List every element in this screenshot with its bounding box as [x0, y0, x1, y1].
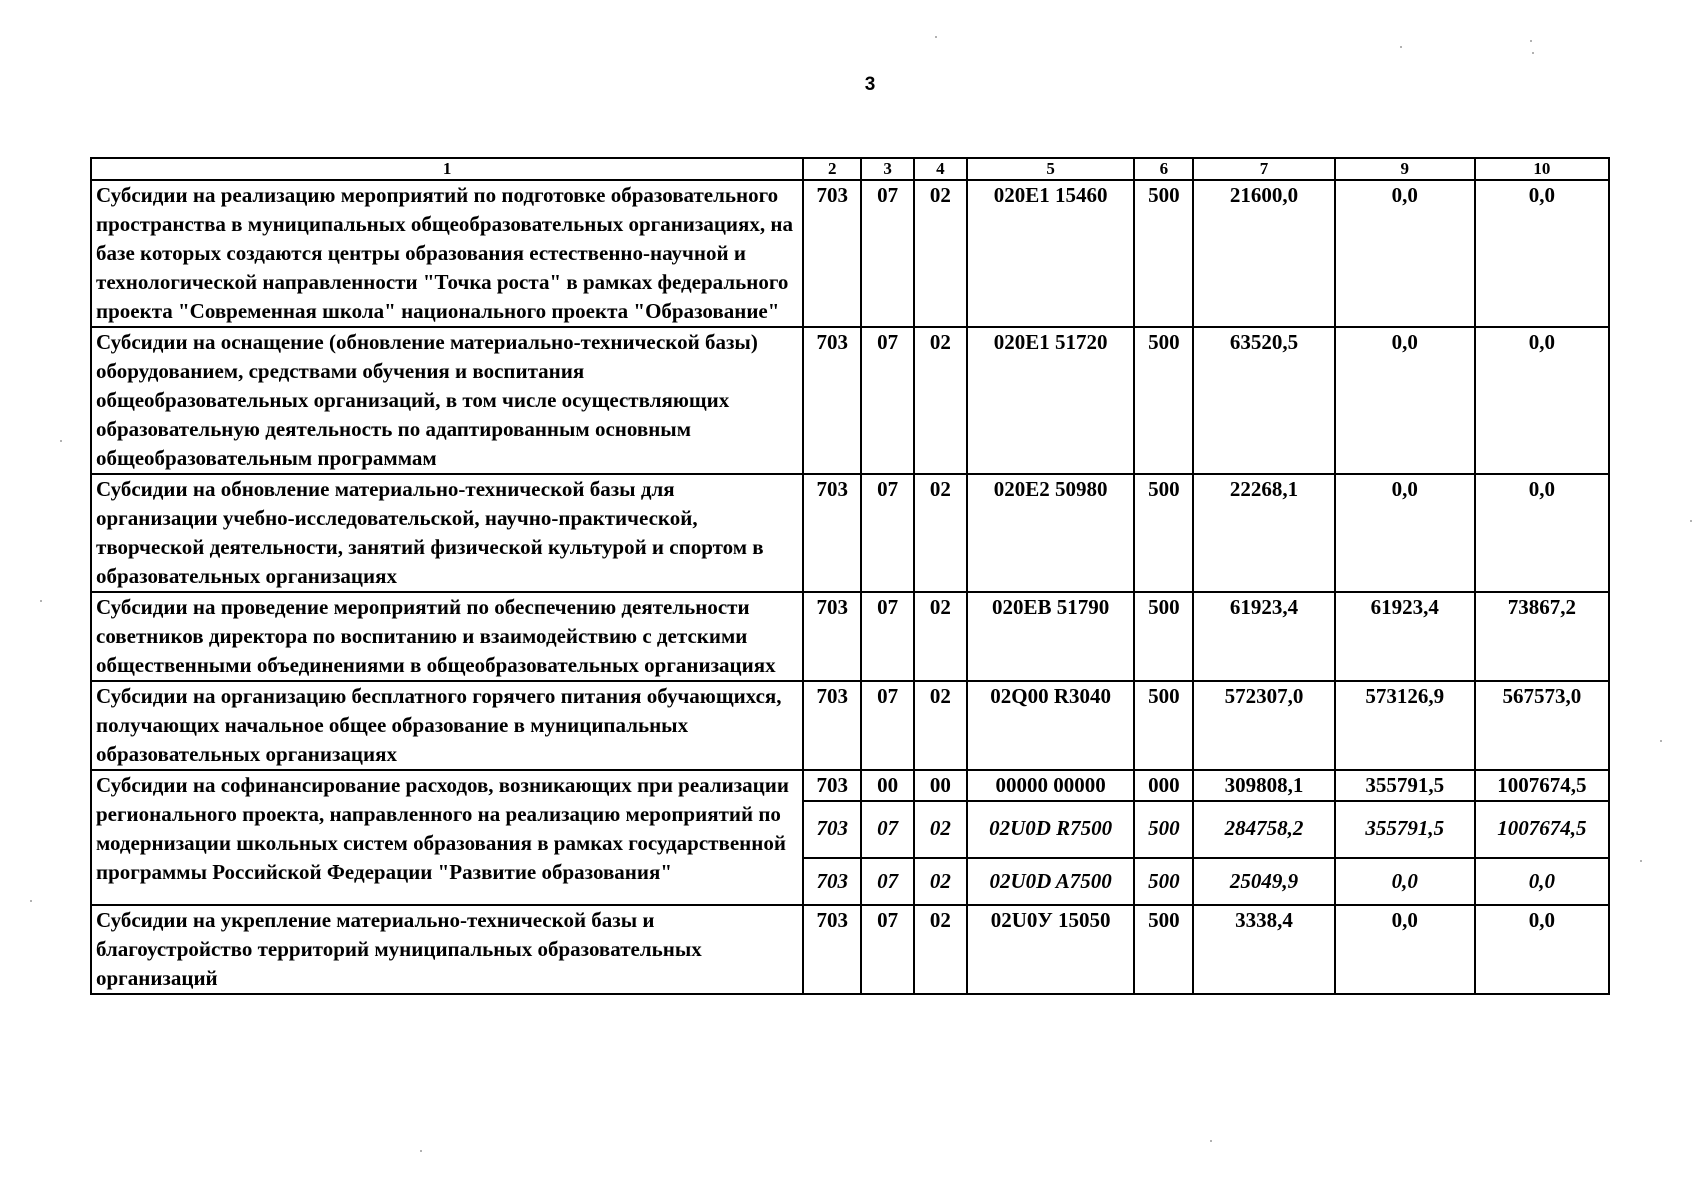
cell-value: 703: [803, 770, 861, 801]
table-row: [91, 474, 1609, 592]
table-header-row: [91, 158, 1609, 180]
cell-value: 703: [803, 327, 861, 474]
cell-value: 500: [1134, 858, 1193, 905]
cell-value: 02: [914, 180, 967, 327]
cell-value: 0,0: [1475, 327, 1609, 474]
cell-value: 500: [1134, 474, 1193, 592]
cell-value: 00000 00000: [967, 770, 1135, 801]
cell-value: 02: [914, 681, 967, 770]
cell-value: 500: [1134, 905, 1193, 994]
cell-value: 73867,2: [1475, 592, 1609, 681]
table-row: [91, 327, 1609, 474]
cell-value: 0,0: [1335, 474, 1475, 592]
cell-value: 00: [861, 770, 914, 801]
cell-value: 02: [914, 327, 967, 474]
cell-value: 703: [803, 180, 861, 327]
column-header: 3: [861, 158, 914, 180]
column-header: 10: [1475, 158, 1609, 180]
cell-value: 500: [1134, 180, 1193, 327]
cell-value: 703: [803, 801, 861, 858]
column-header: 4: [914, 158, 967, 180]
cell-value: 567573,0: [1475, 681, 1609, 770]
cell-value: 07: [861, 858, 914, 905]
column-header: 5: [967, 158, 1135, 180]
cell-value: 500: [1134, 681, 1193, 770]
cell-value: 020E1 51720: [967, 327, 1135, 474]
cell-value: 21600,0: [1193, 180, 1334, 327]
cell-value: 0,0: [1475, 474, 1609, 592]
budget-table: [90, 157, 1610, 995]
cell-value: 0,0: [1335, 858, 1475, 905]
cell-value: 0,0: [1335, 905, 1475, 994]
cell-value: 02U0D A7500: [967, 858, 1135, 905]
cell-value: 25049,9: [1193, 858, 1334, 905]
cell-value: 02: [914, 905, 967, 994]
cell-value: 02: [914, 592, 967, 681]
cell-value: 573126,9: [1335, 681, 1475, 770]
cell-value: 703: [803, 681, 861, 770]
cell-value: 02U0У 15050: [967, 905, 1135, 994]
row-description: Субсидии на софинансирование расходов, возникающих при реализации регионального проекта, направленного на реализацию мероприятий по модернизации школьных систем образования в рамках государственной программы Российской Федерации "Развитие образования": [91, 770, 803, 905]
cell-value: 61923,4: [1335, 592, 1475, 681]
cell-value: 355791,5: [1335, 770, 1475, 801]
row-description: Субсидии на реализацию мероприятий по подготовке образовательного пространства в муниципальных общеобразовательных организациях, на базе которых создаются центры образования естественно-научной и технологической направленности "Точка роста" в рамках федерального проекта "Современная школа" национального проекта "Образование": [91, 180, 803, 327]
cell-value: 020E1 15460: [967, 180, 1135, 327]
cell-value: 07: [861, 592, 914, 681]
table-row: [91, 770, 1609, 801]
column-header: 1: [91, 158, 803, 180]
cell-value: 500: [1134, 801, 1193, 858]
cell-value: 500: [1134, 592, 1193, 681]
cell-value: 020EB 51790: [967, 592, 1135, 681]
table-row: [91, 180, 1609, 327]
cell-value: 07: [861, 474, 914, 592]
row-description: Субсидии на укрепление материально-технической базы и благоустройство территорий муниципальных образовательных организаций: [91, 905, 803, 994]
cell-value: 02: [914, 801, 967, 858]
cell-value: 0,0: [1335, 327, 1475, 474]
column-header: 9: [1335, 158, 1475, 180]
cell-value: 07: [861, 180, 914, 327]
row-description: Субсидии на оснащение (обновление материально-технической базы) оборудованием, средствами обучения и воспитания общеобразовательных организаций, в том числе осуществляющих образовательную деятельность по адаптированным основным общеобразовательным программам: [91, 327, 803, 474]
page-number: 3: [864, 74, 876, 95]
cell-value: 020E2 50980: [967, 474, 1135, 592]
cell-value: 284758,2: [1193, 801, 1334, 858]
cell-value: 703: [803, 858, 861, 905]
cell-value: 02U0D R7500: [967, 801, 1135, 858]
cell-value: 1007674,5: [1475, 770, 1609, 801]
cell-value: 0,0: [1335, 180, 1475, 327]
table-row: [91, 905, 1609, 994]
table-row: [91, 681, 1609, 770]
cell-value: 02: [914, 474, 967, 592]
cell-value: 309808,1: [1193, 770, 1334, 801]
cell-value: 07: [861, 327, 914, 474]
cell-value: 22268,1: [1193, 474, 1334, 592]
cell-value: 355791,5: [1335, 801, 1475, 858]
row-description: Субсидии на организацию бесплатного горячего питания обучающихся, получающих начальное общее образование в муниципальных образовательных организациях: [91, 681, 803, 770]
cell-value: 500: [1134, 327, 1193, 474]
column-header: 6: [1134, 158, 1193, 180]
cell-value: 703: [803, 905, 861, 994]
column-header: 7: [1193, 158, 1334, 180]
cell-value: 63520,5: [1193, 327, 1334, 474]
cell-value: 02Q00 R3040: [967, 681, 1135, 770]
cell-value: 1007674,5: [1475, 801, 1609, 858]
cell-value: 07: [861, 681, 914, 770]
cell-value: 703: [803, 592, 861, 681]
cell-value: 572307,0: [1193, 681, 1334, 770]
cell-value: 0,0: [1475, 180, 1609, 327]
cell-value: 3338,4: [1193, 905, 1334, 994]
cell-value: 61923,4: [1193, 592, 1334, 681]
column-header: 2: [803, 158, 861, 180]
cell-value: 0,0: [1475, 858, 1609, 905]
cell-value: 000: [1134, 770, 1193, 801]
cell-value: 0,0: [1475, 905, 1609, 994]
row-description: Субсидии на проведение мероприятий по обеспечению деятельности советников директора по воспитанию и взаимодействию с детскими общественными объединениями в общеобразовательных организациях: [91, 592, 803, 681]
cell-value: 07: [861, 801, 914, 858]
cell-value: 02: [914, 858, 967, 905]
cell-value: 703: [803, 474, 861, 592]
table-row: [91, 592, 1609, 681]
cell-value: 00: [914, 770, 967, 801]
row-description: Субсидии на обновление материально-технической базы для организации учебно-исследовательской, научно-практической, творческой деятельности, занятий физической культурой и спортом в образовательных организациях: [91, 474, 803, 592]
cell-value: 07: [861, 905, 914, 994]
